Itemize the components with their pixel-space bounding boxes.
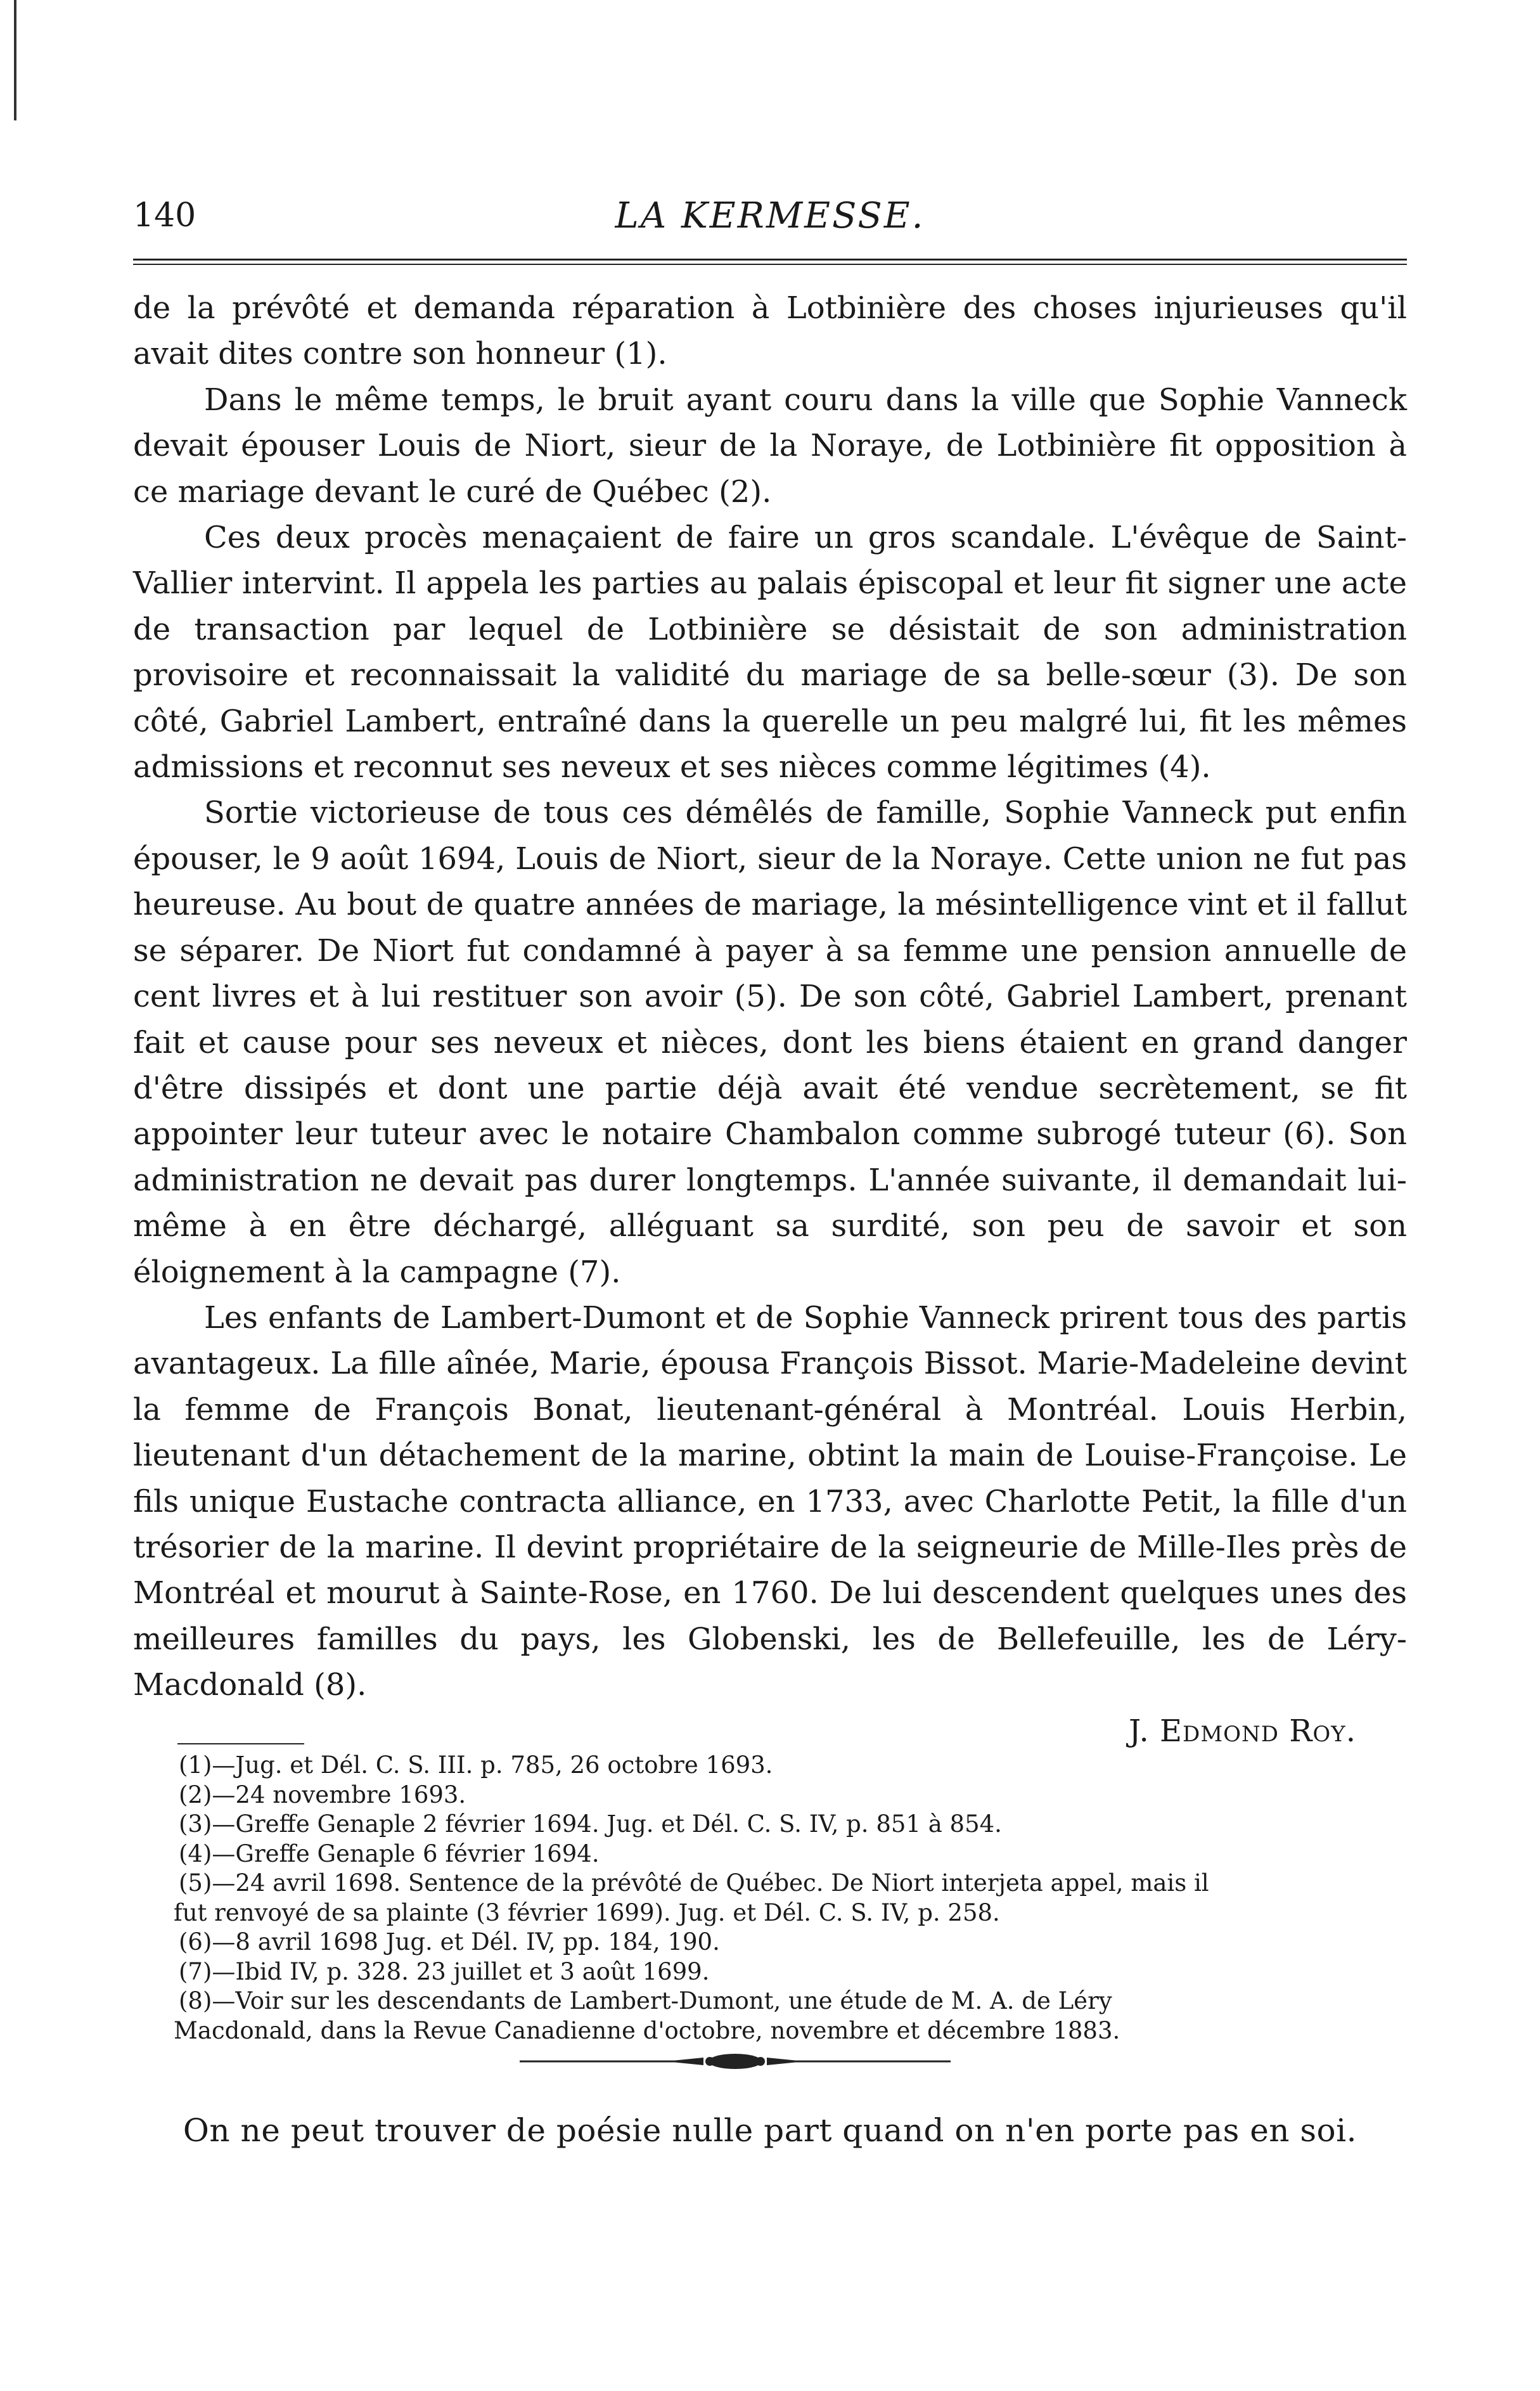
footnote-6: (6)—8 avril 1698 Jug. et Dél. IV, pp. 184, 190. bbox=[179, 1928, 720, 1956]
ornament-divider bbox=[520, 2049, 951, 2074]
footnotes bbox=[174, 1751, 1402, 2046]
paragraph-4: Sortie victorieuse de tous ces démêlés de famille, Sophie Vanneck put enfin épouser, le 9 août 1694, Louis de Niort, sieur de la Noraye. Cette union ne fut pas heureuse. Au bout de quatre années de mariage, la mésintelligence vint et il fallut se séparer. De Niort fut condamné à payer à sa femme une pension annuelle de cent livres et à lui restituer son avoir (5). De son côté, Gabriel Lambert, prenant fait et cause pour ses neveux et nièces, dont les biens étaient en grand danger d'être dissipés et dont une partie déjà avait été vendue secrètement, se fit appointer leur tuteur avec le notaire Chambalon comme subrogé tuteur (6). Son administration ne devait pas durer longtemps. L'année suivante, il demandait lui-même à en être déchargé, alléguant sa surdité, son peu de savoir et son éloignement à la campagne (7). bbox=[133, 795, 1407, 1290]
footnote-8: (8)—Voir sur les descendants de Lambert-Dumont, une étude de M. A. de Léry bbox=[179, 1987, 1112, 2014]
page-header bbox=[133, 190, 1407, 247]
footnote-1: (1)—Jug. et Dél. C. S. III. p. 785, 26 octobre 1693. bbox=[179, 1751, 773, 1779]
running-title: LA KERMESSE. bbox=[615, 195, 925, 236]
header-rule bbox=[133, 259, 1407, 265]
paragraph-2: Dans le même temps, le bruit ayant couru dans la ville que Sophie Vanneck devait épouser Louis de Niort, sieur de la Noraye, de Lotbinière fit opposition à ce mariage devant le curé de Québec (2). bbox=[133, 382, 1407, 510]
paragraph-5: Les enfants de Lambert-Dumont et de Sophie Vanneck prirent tous des partis avantageux. La fille aînée, Marie, épousa François Bissot. Marie-Madeleine devint la femme de François Bonat, lieutenant-général à Montréal. Louis Herbin, lieutenant d'un détachement de la marine, obtint la main de Louise-Françoise. Le fils unique Eustache contracta alliance, en 1733, avec Charlotte Petit, la fille d'un trésorier de la marine. Il devint propriétaire de la seigneurie de Mille-Iles près de Montréal et mourut à Sainte-Rose, en 1760. De lui descendent quelques unes des meilleures familles du pays, les Globenski, les de Bellefeuille, les de Léry-Macdonald (8). bbox=[133, 1299, 1407, 1703]
footnote-5-continued: fut renvoyé de sa plainte (3 février 1699). Jug. et Dél. C. S. IV, p. 258. bbox=[174, 1898, 1000, 1926]
footnote-3: (3)—Greffe Genaple 2 février 1694. Jug. et Dél. C. S. IV, p. 851 à 854. bbox=[179, 1810, 1002, 1838]
footnote-7: (7)—Ibid IV, p. 328. 23 juillet et 3 août 1699. bbox=[179, 1957, 710, 1985]
footnote-5: (5)—24 avril 1698. Sentence de la prévôté de Québec. De Niort interjeta appel, mais il bbox=[179, 1869, 1209, 1897]
footnote-8-continued: Macdonald, dans la Revue Canadienne d'octobre, novembre et décembre 1883. bbox=[174, 2016, 1120, 2044]
article-body bbox=[133, 285, 1407, 1754]
footnote-4: (4)—Greffe Genaple 6 février 1694. bbox=[179, 1840, 600, 1867]
footnote-2: (2)—24 novembre 1693. bbox=[179, 1781, 466, 1808]
closing-motto: On ne peut trouver de poésie nulle part quand on n'en porte pas en soi. bbox=[183, 2112, 1357, 2149]
scan-edge-line bbox=[14, 0, 16, 120]
paragraph-3: Ces deux procès menaçaient de faire un gros scandale. L'évêque de Saint-Vallier intervint. Il appela les parties au palais épiscopal et leur fit signer une acte de transaction par lequel de Lotbinière se désistait de son administration provisoire et reconnaissait la validité du mariage de sa belle-sœur (3). De son côté, Gabriel Lambert, entraîné dans la querelle un peu malgré lui, fit les mêmes admissions et reconnut ses neveux et ses nièces comme légitimes (4). bbox=[133, 520, 1407, 785]
author-signature: J. Edmond Roy. bbox=[1128, 1713, 1356, 1749]
paragraph-1: de la prévôté et demanda réparation à Lotbinière des choses injurieuses qu'il avait dites contre son honneur (1). bbox=[133, 290, 1407, 372]
footnote-rule bbox=[177, 1743, 304, 1744]
page-number: 140 bbox=[133, 197, 196, 235]
